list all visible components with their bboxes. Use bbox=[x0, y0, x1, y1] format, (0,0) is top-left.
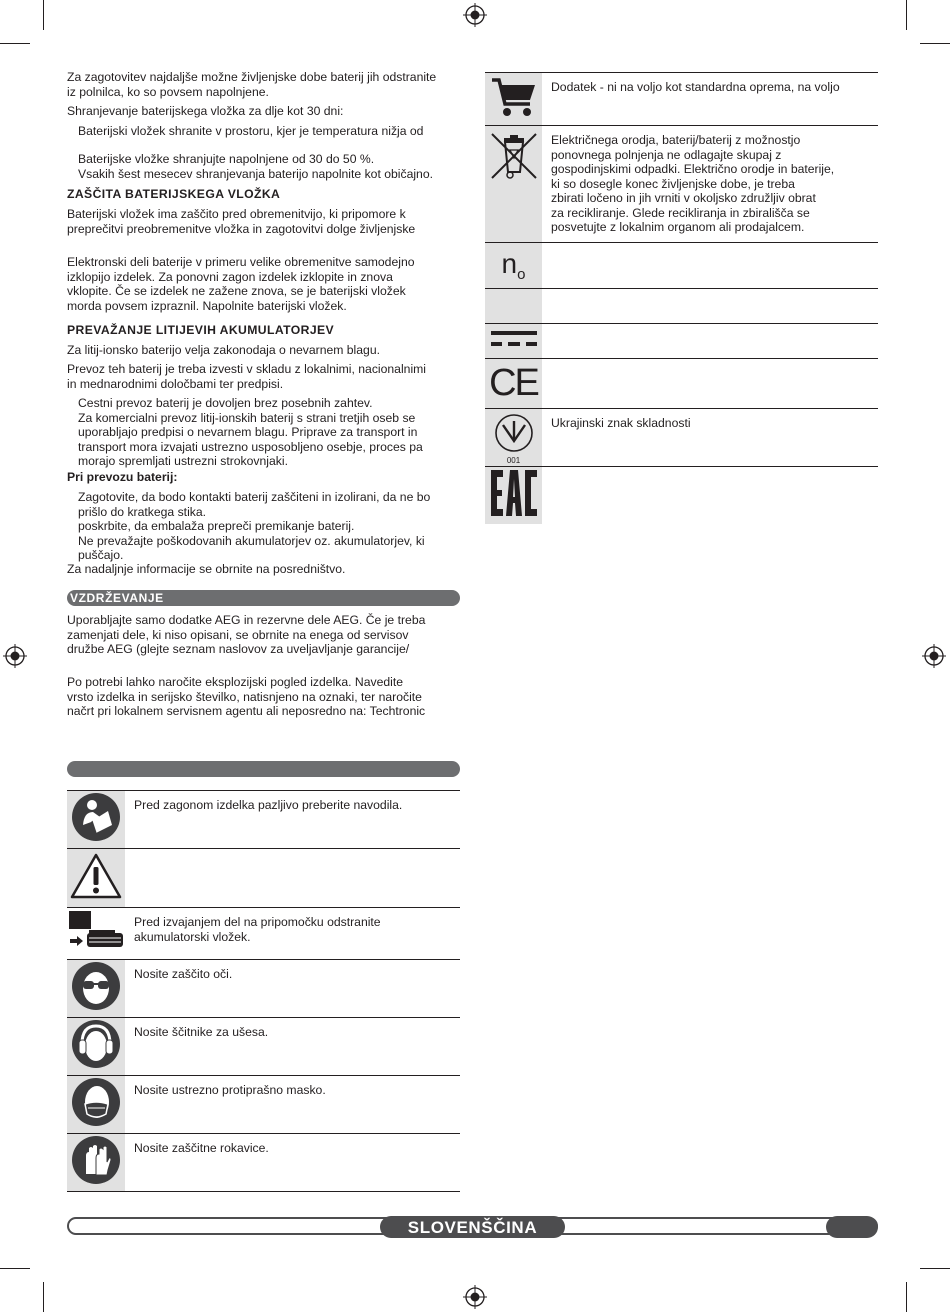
symbol-row bbox=[67, 1018, 460, 1076]
symbol-text bbox=[542, 289, 878, 324]
cart-icon bbox=[485, 73, 542, 126]
symbol-row bbox=[67, 908, 460, 960]
symbol-text: Nosite zaščitne rokavice. bbox=[125, 1134, 460, 1192]
dangerous-goods-paragraph: Za litij-ionsko baterijo velja zakonodaja o nevarnem blagu. bbox=[67, 343, 380, 357]
symbol-text: Pred izvajanjem del na pripomočku odstranite akumulatorski vložek. bbox=[125, 908, 460, 960]
ce-mark-text: CE bbox=[489, 362, 538, 404]
crop-mark bbox=[43, 1282, 44, 1312]
crop-mark bbox=[43, 0, 44, 30]
ukrainian-mark-number: 001 bbox=[506, 455, 521, 465]
symbol-row bbox=[67, 1134, 460, 1192]
symbol-row bbox=[485, 467, 878, 525]
symbol-row bbox=[67, 791, 460, 849]
remove-battery-icon bbox=[67, 908, 125, 960]
read-manual-icon bbox=[67, 791, 125, 849]
gloves-icon bbox=[67, 1134, 125, 1192]
crop-mark bbox=[906, 1282, 907, 1312]
symbols-table-left bbox=[67, 790, 460, 1192]
ce-mark-icon bbox=[485, 359, 542, 409]
symbol-row bbox=[67, 1076, 460, 1134]
storage-intro-paragraph: Shranjevanje baterijskega vložka za dlje kot 30 dni: bbox=[67, 104, 344, 118]
registration-mark-bottom bbox=[463, 1285, 487, 1314]
storage-temperature-paragraph: Baterijski vložek shranite v prostoru, kjer je temperatura nižja od bbox=[78, 124, 424, 138]
direct-current-icon bbox=[485, 324, 542, 359]
footer-language-label: SLOVENŠČINA bbox=[380, 1216, 565, 1238]
registration-mark-right bbox=[922, 644, 946, 673]
transport-instructions-paragraph: Zagotovite, da bodo kontakti baterij zaščiteni in izolirani, da ne bo prišlo do kratkega stika. poskrbite, da embalaža prepreči premikanje baterij. Ne prevažajte poškodovanih akumulatorjev oz. akumulatorjev, ki puščajo. bbox=[78, 490, 431, 562]
symbol-row bbox=[485, 359, 878, 409]
footer-page-tab bbox=[826, 1216, 878, 1238]
maintenance-paragraph: Uporabljajte samo dodatke AEG in rezervne dele AEG. Če je treba zamenjati dele, ki niso opisani, se obrnite na enega od servisov družbe AEG (glejte seznam naslovov za uveljavljanje garancije/ bbox=[67, 613, 426, 656]
symbol-row bbox=[485, 243, 878, 289]
symbol-text: Nosite ščitnike za ušesa. bbox=[125, 1018, 460, 1076]
exploded-view-paragraph: Po potrebi lahko naročite eksplozijski pogled izdelka. Navedite vrsto izdelka in serijsko številko, natisnjeno na oznaki, ter naročite načrt pri lokalnem servisnem agentu ali neposredno na: Techtronic bbox=[67, 675, 426, 718]
symbol-row bbox=[67, 849, 460, 908]
transport-heading: PREVAŽANJE LITIJEVIH AKUMULATORJEV bbox=[67, 323, 335, 337]
crop-mark bbox=[920, 1268, 950, 1269]
symbol-text bbox=[542, 359, 878, 409]
road-transport-paragraph: Cestni prevoz baterij je dovoljen brez posebnih zahtev. Za komercialni prevoz litij-ionskih baterij s strani tretjih oseb se uporabljajo predpisi o nevarnem blagu. Priprave za transport in transport mora izvajati ustrezno usposobljeno osebje, proces pa morajo spremljati ustrezni strokovnjaki. bbox=[78, 396, 423, 468]
battery-removal-paragraph: Za zagotovitev najdaljše možne življenjske dobe baterij jih odstranite iz polnilca, ko so povsem napolnjene. bbox=[67, 70, 437, 99]
eac-mark-glyph bbox=[489, 467, 539, 519]
symbol-row bbox=[67, 960, 460, 1018]
symbol-text: Pred zagonom izdelka pazljivo preberite navodila. bbox=[125, 791, 460, 849]
crop-mark bbox=[0, 1268, 30, 1269]
symbol-text bbox=[542, 324, 878, 359]
crop-mark bbox=[906, 0, 907, 30]
crop-mark bbox=[0, 43, 30, 44]
no-load-speed-icon bbox=[485, 243, 542, 289]
symbol-row bbox=[485, 409, 878, 467]
symbol-text bbox=[125, 849, 460, 908]
registration-mark-left bbox=[3, 644, 27, 673]
symbol-text: Električnega orodja, baterij/baterij z možnostjo ponovnega polnjenja ne odlagajte skupaj z gospodinjskimi odpadki. Električno orodje in baterije, ki so dosegle konec življenjske dobe, je treba zbirati ločeno in jih vrniti v okoljsko združljiv obrat za recikliranje. Glede recikliranja in zbirališča se posvetujte z lokalnim organom ali prodajalcem. bbox=[542, 126, 878, 243]
blank-icon bbox=[485, 289, 542, 324]
no-load-speed-subscript: o bbox=[517, 266, 526, 283]
eye-protection-icon bbox=[67, 960, 125, 1018]
registration-mark-top bbox=[463, 3, 487, 32]
warning-triangle-icon bbox=[67, 849, 125, 908]
symbol-row bbox=[485, 289, 878, 324]
overload-protection-paragraph: Baterijski vložek ima zaščito pred obremenitvijo, ki pripomore k preprečitvi preobremenitve vložka in zagotovitvi dolge življenjske bbox=[67, 207, 416, 236]
symbol-row bbox=[485, 324, 878, 359]
symbol-text: Ukrajinski znak skladnosti bbox=[542, 409, 878, 467]
ear-protection-icon bbox=[67, 1018, 125, 1076]
further-info-paragraph: Za nadaljnje informacije se obrnite na posredništvo. bbox=[67, 562, 346, 576]
crop-mark bbox=[920, 43, 950, 44]
battery-protection-heading: ZAŠČITA BATERIJSKEGA VLOŽKA bbox=[67, 187, 281, 201]
symbol-row bbox=[485, 126, 878, 243]
ukrainian-mark-icon bbox=[485, 409, 542, 467]
transport-regulation-paragraph: Prevoz teh baterij je treba izvesti v skladu z lokalnimi, nacionalnimi in mednarodnimi določbami ter predpisi. bbox=[67, 362, 427, 391]
crossed-bin-icon bbox=[485, 126, 542, 243]
dust-mask-icon bbox=[67, 1076, 125, 1134]
footer-language-bar bbox=[67, 1216, 878, 1238]
symbol-text bbox=[542, 243, 878, 289]
storage-charge-paragraph: Baterijske vložke shranjujte napolnjene od 30 do 50 %. Vsakih šest mesecev shranjevanja baterijo napolnite kot običajno. bbox=[78, 152, 433, 181]
symbol-text: Nosite ustrezno protiprašno masko. bbox=[125, 1076, 460, 1134]
no-load-speed-symbol: n bbox=[501, 248, 518, 279]
symbols-table-right bbox=[485, 72, 878, 524]
transport-subheading: Pri prevozu baterij: bbox=[67, 470, 178, 484]
symbol-text: Nosite zaščito oči. bbox=[125, 960, 460, 1018]
maintenance-heading-bar: VZDRŽEVANJE bbox=[67, 590, 460, 606]
symbol-text bbox=[542, 467, 878, 525]
symbols-heading-bar bbox=[67, 761, 460, 777]
eac-mark-icon bbox=[485, 467, 542, 525]
symbol-text: Dodatek - ni na voljo kot standardna oprema, na voljo bbox=[542, 73, 878, 126]
symbol-row bbox=[485, 73, 878, 126]
electronics-paragraph: Elektronski deli baterije v primeru velike obremenitve samodejno izklopijo izdelek. Za ponovni zagon izdelek izklopite in znova vklopite. Če se izdelek ne zažene znova, se je baterijski vložek morda povsem izpraznil. Napolnite baterijski vložek. bbox=[67, 255, 415, 313]
